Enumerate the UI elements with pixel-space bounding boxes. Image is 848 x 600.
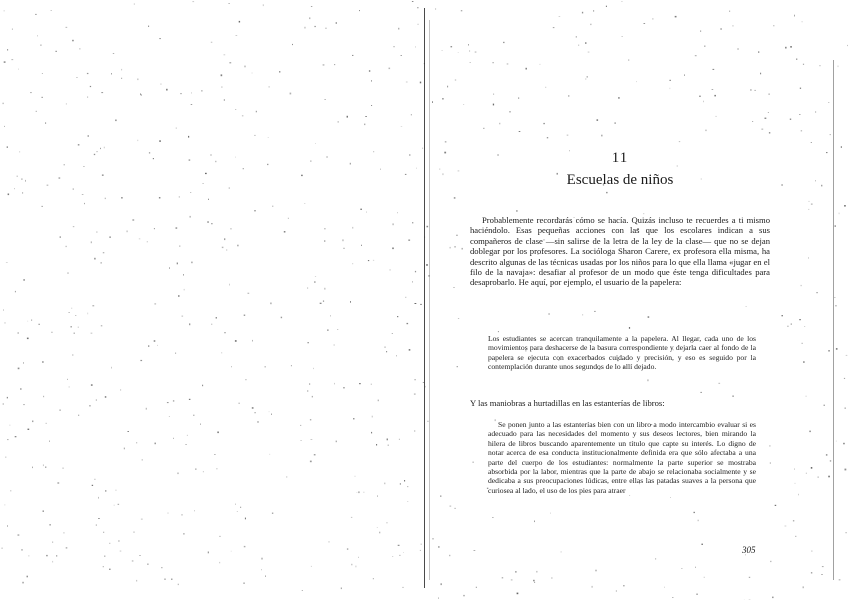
- page-number: 305: [742, 545, 756, 555]
- paragraph-estanterias: Y las maniobras a hurtadillas en las estanterías de libros:: [470, 398, 665, 408]
- chapter-title: Escuelas de niños: [566, 172, 674, 188]
- book-gutter-line: [424, 8, 425, 588]
- block-quote-papelera: Los estudiantes se acercan tranquilamente a la papelera. Al llegar, cada uno de los movimientos para deshacerse de la basura correspondiente y dejarla caer al fondo de la papelera se ejecuta con exacerbados cuidado y precisión, y eso es seguido por la contemplación durante unos segundos de lo allí dejado.: [488, 334, 756, 372]
- paragraph-intro: Probablemente recordarás cómo se hacía. Quizás incluso te recuerdes a ti mismo haciéndolo. Esas pequeñas acciones con las que los escolares indican a sus compañeros de clase —sin salirse de la letra de la ley de la clase— que no se dejan doblegar por los profesores. La socióloga Sharon Carere, ex profesora ella misma, ha descrito algunas de las técnicas usadas por los niños para lo que ella llama «jugar en el filo de la navaja»: desafiar al profesor de un modo que éste tenga dificultades para desaprobarlo. He aquí, por ejemplo, el usuario de la papelera:: [470, 215, 770, 288]
- chapter-number: 11: [611, 150, 629, 166]
- book-gutter-shadow: [429, 20, 430, 580]
- page-edge-line: [833, 60, 834, 580]
- right-page: [470, 150, 770, 570]
- block-quote-estanterias: Se ponen junto a las estanterías bien con un libro a modo intercambio evaluar si es adecuado para las necesidades del momento y sus deseos lectores, bien mirando la hilera de libros buscando aparentemente un título que capte su interés. Lo digno de notar acerca de esa conducta institucionalmente definida era que sólo afectaba a una parte del cuerpo de los estudiantes: normalmente la parte superior se mostraba absorbida por la labor, mientras que la parte de abajo se relacionaba socialmente y se dedicaba a sus preocupaciones lúdicas, entre ellas las patadas suaves a la persona que curiosea al lado, el uso de los pies para atraer: [488, 420, 756, 495]
